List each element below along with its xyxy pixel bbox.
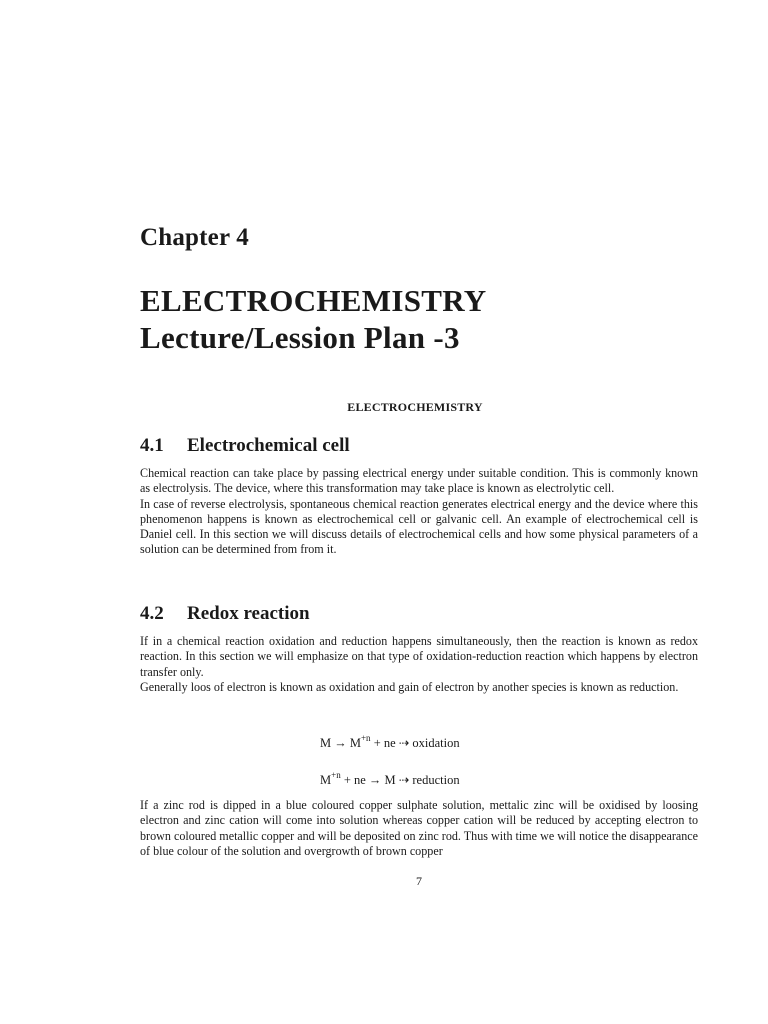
- equation-reduction: [320, 771, 460, 788]
- paragraph: Chemical reaction can take place by passing electrical energy under suitable condition. This is commonly known as electrolysis. The device, where this transformation may take place is known as electrolytic cell.: [140, 466, 698, 496]
- chapter-title-line-1: ELECTROCHEMISTRY: [140, 283, 487, 318]
- chapter-label: Chapter 4: [140, 224, 249, 251]
- chapter-title: [140, 282, 487, 356]
- equation-oxidation: [320, 734, 460, 751]
- page-number: 7: [416, 874, 422, 888]
- chapter-title-line-2: Lecture/Lession Plan -3: [140, 320, 460, 355]
- equation-superscript: +n: [360, 733, 371, 743]
- section-number: 4.1: [140, 435, 164, 456]
- section-4-2-body: [140, 634, 698, 695]
- centered-heading: ELECTROCHEMISTRY: [347, 400, 483, 414]
- section-number: 4.2: [140, 603, 164, 624]
- paragraph: Generally loos of electron is known as oxidation and gain of electron by another species is known as reduction.: [140, 679, 679, 694]
- section-title: Electrochemical cell: [187, 435, 350, 456]
- equation-lhs: M: [320, 773, 332, 788]
- equation-lhs: M → M: [320, 736, 361, 751]
- section-4-1-body: [140, 466, 698, 558]
- equation-rhs: + ne ⇢ oxidation: [370, 736, 460, 751]
- section-title: Redox reaction: [187, 603, 310, 624]
- paragraph: In case of reverse electrolysis, spontaneous chemical reaction generates electrical energy and the device where this phenomenon happens is known as electrochemical cell or galvanic cell. An example of electrochemical cell is Daniel cell. In this section we will discuss details of electrochemical cells and how some physical parameters of a solution can be determined from from it.: [140, 496, 698, 557]
- section-heading-4-2: [140, 603, 310, 625]
- paragraph: If in a chemical reaction oxidation and reduction happens simultaneously, then the reaction is known as redox reaction. In this section we will emphasize on that type of oxidation-reduction reaction which happens by electron transfer only.: [140, 634, 698, 679]
- equation-rhs: + ne → M ⇢ reduction: [340, 773, 460, 788]
- paragraph: If a zinc rod is dipped in a blue coloured copper sulphate solution, mettalic zinc will be oxidised by loosing electron and zinc cation will come into solution whereas copper cation will be reduced by accepting electron to brown coloured metallic copper and will be deposited on zinc rod. Thus with time we will notice the disappearance of blue colour of the solution and overgrowth of brown copper: [140, 798, 698, 858]
- closing-paragraph: [140, 798, 698, 859]
- equation-superscript: +n: [331, 770, 341, 780]
- section-heading-4-1: [140, 435, 350, 457]
